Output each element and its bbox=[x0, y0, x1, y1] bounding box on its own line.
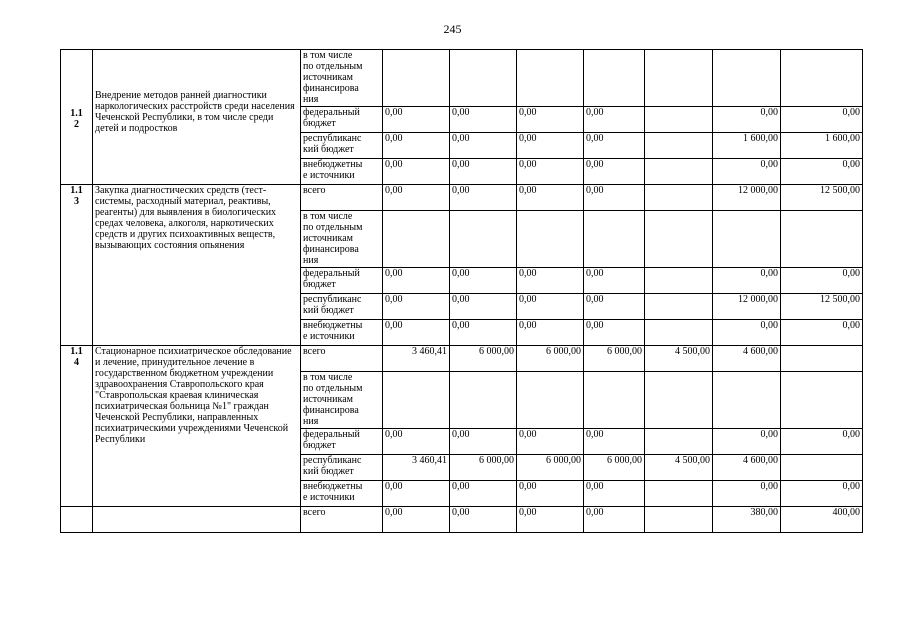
year-value bbox=[450, 211, 517, 268]
year-value: 4 500,00 bbox=[645, 346, 713, 372]
year-value: 0,00 bbox=[713, 429, 781, 455]
funding-source: республиканс кий бюджет bbox=[301, 455, 383, 481]
funding-source: федеральный бюджет bbox=[301, 429, 383, 455]
funding-source: федеральный бюджет bbox=[301, 107, 383, 133]
year-value: 0,00 bbox=[781, 159, 863, 185]
funding-source: всего bbox=[301, 346, 383, 372]
table-row bbox=[61, 346, 863, 372]
year-value: 0,00 bbox=[517, 107, 584, 133]
year-value bbox=[645, 133, 713, 159]
year-value: 0,00 bbox=[383, 429, 450, 455]
item-name: Внедрение методов ранней диагностики наркологических расстройств среди населения Чеченской Республики, в том числе среди детей и подростков bbox=[93, 50, 301, 185]
year-value bbox=[645, 50, 713, 107]
year-value: 6 000,00 bbox=[517, 346, 584, 372]
year-value: 0,00 bbox=[517, 159, 584, 185]
year-value: 0,00 bbox=[781, 268, 863, 294]
year-value: 0,00 bbox=[584, 429, 645, 455]
table-row bbox=[61, 50, 863, 107]
year-value: 4 600,00 bbox=[713, 346, 781, 372]
year-value: 0,00 bbox=[713, 107, 781, 133]
year-value: 0,00 bbox=[781, 107, 863, 133]
year-value: 0,00 bbox=[383, 507, 450, 533]
year-value: 0,00 bbox=[450, 107, 517, 133]
year-value: 0,00 bbox=[383, 107, 450, 133]
year-value bbox=[645, 185, 713, 211]
year-value: 12 000,00 bbox=[713, 294, 781, 320]
year-value: 0,00 bbox=[517, 507, 584, 533]
year-value bbox=[584, 50, 645, 107]
year-value bbox=[713, 211, 781, 268]
year-value: 0,00 bbox=[383, 294, 450, 320]
year-value bbox=[645, 268, 713, 294]
year-value: 0,00 bbox=[383, 159, 450, 185]
year-value: 1 600,00 bbox=[781, 133, 863, 159]
year-value bbox=[450, 50, 517, 107]
year-value bbox=[645, 159, 713, 185]
funding-source: республиканс кий бюджет bbox=[301, 294, 383, 320]
year-value: 3 460,41 bbox=[383, 346, 450, 372]
year-value: 3 460,41 bbox=[383, 455, 450, 481]
year-value: 0,00 bbox=[450, 320, 517, 346]
year-value bbox=[645, 320, 713, 346]
year-value bbox=[517, 50, 584, 107]
year-value bbox=[645, 211, 713, 268]
year-value: 0,00 bbox=[584, 507, 645, 533]
year-value: 6 000,00 bbox=[450, 455, 517, 481]
item-name: Стационарное психиатрическое обследование и лечение, принудительное лечение в государственном бюджетном учреждении здравоохранения Ставропольского края "Ставропольская краевая клиническая психиатрическая больница №1" граждан Чеченской Республики, направленных психиатрическими учреждениями Чеченской Республики bbox=[93, 346, 301, 507]
year-value: 4 600,00 bbox=[713, 455, 781, 481]
year-value: 0,00 bbox=[584, 159, 645, 185]
page-number: 245 bbox=[443, 22, 462, 36]
year-value: 0,00 bbox=[383, 133, 450, 159]
year-value: 0,00 bbox=[584, 107, 645, 133]
year-value: 0,00 bbox=[517, 133, 584, 159]
budget-table bbox=[60, 49, 863, 533]
year-value: 0,00 bbox=[781, 320, 863, 346]
item-code: 1.1 2 bbox=[61, 50, 93, 185]
year-value: 12 000,00 bbox=[713, 185, 781, 211]
year-value bbox=[645, 372, 713, 429]
funding-source: внебюджетны е источники bbox=[301, 481, 383, 507]
year-value bbox=[781, 372, 863, 429]
funding-source: внебюджетны е источники bbox=[301, 159, 383, 185]
year-value: 1 600,00 bbox=[713, 133, 781, 159]
year-value: 0,00 bbox=[383, 185, 450, 211]
funding-source: в том числе по отдельным источникам финансирова ния bbox=[301, 211, 383, 268]
year-value: 0,00 bbox=[713, 481, 781, 507]
year-value bbox=[713, 50, 781, 107]
year-value: 6 000,00 bbox=[584, 346, 645, 372]
year-value: 0,00 bbox=[450, 159, 517, 185]
funding-source: в том числе по отдельным источникам финансирова ния bbox=[301, 372, 383, 429]
item-name: Закупка диагностических средств (тест-системы, расходный материал, реактивы, реагенты) для выявления в биологических средах человека, алкоголя, наркотических средств и других психоактивных веществ, вызывающих состояния опьянения bbox=[93, 185, 301, 346]
year-value: 0,00 bbox=[517, 185, 584, 211]
year-value: 0,00 bbox=[450, 429, 517, 455]
funding-source: федеральный бюджет bbox=[301, 268, 383, 294]
year-value: 0,00 bbox=[450, 268, 517, 294]
year-value: 0,00 bbox=[781, 429, 863, 455]
year-value: 380,00 bbox=[713, 507, 781, 533]
item-code bbox=[61, 507, 93, 533]
year-value: 0,00 bbox=[713, 268, 781, 294]
year-value: 0,00 bbox=[781, 481, 863, 507]
year-value bbox=[645, 294, 713, 320]
year-value: 0,00 bbox=[517, 320, 584, 346]
year-value: 6 000,00 bbox=[517, 455, 584, 481]
year-value bbox=[645, 107, 713, 133]
year-value bbox=[584, 211, 645, 268]
table-row bbox=[61, 185, 863, 211]
year-value bbox=[584, 372, 645, 429]
year-value: 400,00 bbox=[781, 507, 863, 533]
funding-source: внебюджетны е источники bbox=[301, 320, 383, 346]
year-value: 0,00 bbox=[450, 185, 517, 211]
item-name bbox=[93, 507, 301, 533]
funding-source: всего bbox=[301, 185, 383, 211]
year-value: 0,00 bbox=[584, 133, 645, 159]
year-value bbox=[517, 211, 584, 268]
year-value: 0,00 bbox=[517, 481, 584, 507]
year-value: 0,00 bbox=[383, 320, 450, 346]
year-value bbox=[450, 372, 517, 429]
year-value: 0,00 bbox=[584, 320, 645, 346]
year-value bbox=[645, 507, 713, 533]
year-value bbox=[383, 211, 450, 268]
year-value: 0,00 bbox=[450, 481, 517, 507]
funding-source: в том числе по отдельным источникам финансирова ния bbox=[301, 50, 383, 107]
table-row bbox=[61, 507, 863, 533]
year-value: 0,00 bbox=[713, 159, 781, 185]
year-value bbox=[781, 346, 863, 372]
year-value bbox=[645, 481, 713, 507]
year-value: 0,00 bbox=[584, 294, 645, 320]
year-value: 4 500,00 bbox=[645, 455, 713, 481]
funding-source: республиканс кий бюджет bbox=[301, 133, 383, 159]
year-value bbox=[645, 429, 713, 455]
year-value bbox=[383, 50, 450, 107]
year-value: 0,00 bbox=[450, 507, 517, 533]
year-value: 0,00 bbox=[450, 294, 517, 320]
year-value: 0,00 bbox=[383, 268, 450, 294]
year-value bbox=[713, 372, 781, 429]
year-value: 0,00 bbox=[517, 429, 584, 455]
year-value: 0,00 bbox=[517, 294, 584, 320]
year-value bbox=[781, 50, 863, 107]
year-value: 12 500,00 bbox=[781, 294, 863, 320]
year-value: 0,00 bbox=[383, 481, 450, 507]
year-value bbox=[517, 372, 584, 429]
year-value: 0,00 bbox=[713, 320, 781, 346]
year-value bbox=[383, 372, 450, 429]
year-value bbox=[781, 455, 863, 481]
year-value: 0,00 bbox=[450, 133, 517, 159]
year-value: 6 000,00 bbox=[584, 455, 645, 481]
year-value: 6 000,00 bbox=[450, 346, 517, 372]
year-value: 0,00 bbox=[584, 268, 645, 294]
year-value: 0,00 bbox=[517, 268, 584, 294]
year-value: 12 500,00 bbox=[781, 185, 863, 211]
funding-source: всего bbox=[301, 507, 383, 533]
year-value: 0,00 bbox=[584, 481, 645, 507]
year-value bbox=[781, 211, 863, 268]
item-code: 1.1 3 bbox=[61, 185, 93, 346]
year-value: 0,00 bbox=[584, 185, 645, 211]
item-code: 1.1 4 bbox=[61, 346, 93, 507]
